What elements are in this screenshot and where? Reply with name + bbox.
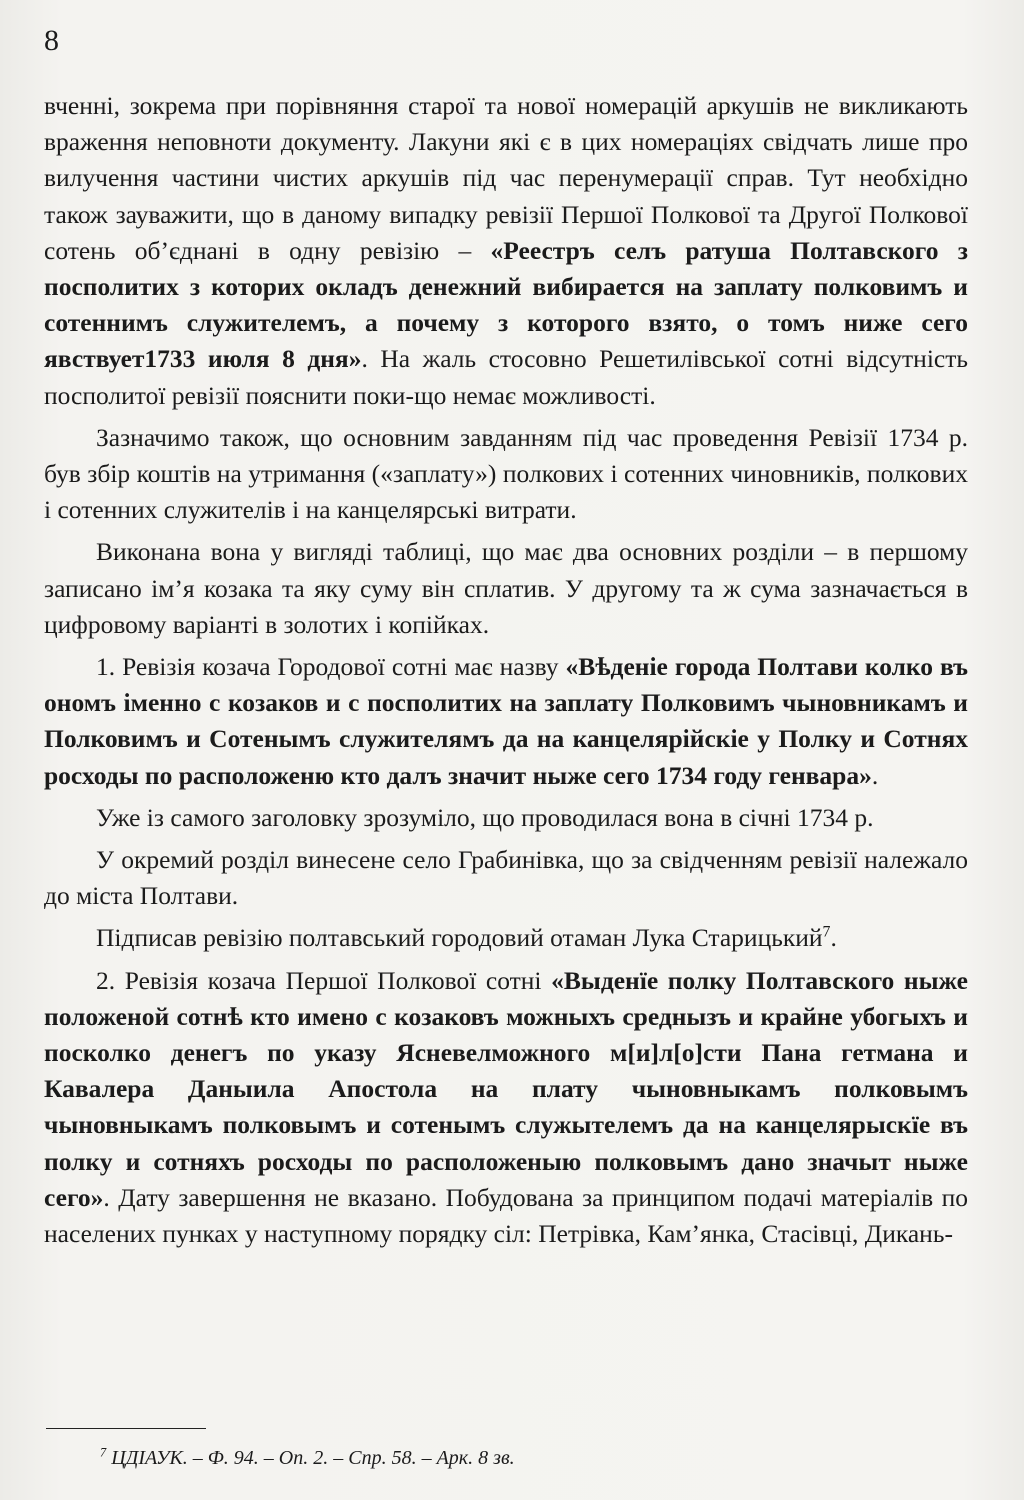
paragraph bbox=[44, 800, 968, 836]
paragraph-text: . На жаль стосовно Решетилівської сотні відсутність посполитої ревізії пояснити поки-що немає можливості. bbox=[44, 344, 968, 410]
body-text bbox=[44, 88, 968, 1258]
paragraph bbox=[44, 963, 968, 1253]
paragraph-text: вченні, зокрема при порівняння старої та нової номерацій аркушів не викликають враження неповноти документу. Лакуни які є в цих номераціях свідчать лише про вилучення частини чистих аркушів під час перенумерації справ. Тут необхідно також зауважити, що в даному випадку ревізії Першої Полкової та Другої Полкової сотень об’єднані в одну ревізію – bbox=[44, 91, 968, 265]
paragraph-text: 1. Ревізія козача Городової сотні має назву bbox=[96, 652, 566, 682]
paragraph-text: Уже із самого заголовку зрозуміло, що проводилася вона в січні 1734 р. bbox=[96, 802, 874, 832]
paragraph bbox=[44, 420, 968, 529]
paragraph-text: Зазначимо також, що основним завданням під час проведення Ревізії 1734 р. був збір коштів на утримання («заплату») полкових і сотенних чиновників, полкових і сотенних служителів і на канцелярські витрати. bbox=[44, 422, 968, 525]
document-title-quote: «Вѣденіе города Полтави колко въ ономъ іменно с козаков и с посполитих на заплату Полковимъ чыновникамъ и Полковимъ и Сотенымъ служителямъ да на канцелярійскіе у Полку и Сотнях росходы по расположеню кто далъ значит ныже сего 1734 году генвара» bbox=[44, 652, 968, 790]
paragraph-text: 2. Ревізія козача Першої Полкової сотні bbox=[96, 965, 552, 995]
paragraph bbox=[44, 920, 968, 956]
paragraph-text: . bbox=[830, 923, 837, 953]
page-number: 8 bbox=[44, 24, 59, 57]
paragraph bbox=[44, 842, 968, 914]
paragraph-text: Підписав ревізію полтавський городовий отаман Лука Старицький bbox=[96, 923, 823, 953]
paragraph-text: Виконана вона у вигляді таблиці, що має два основних розділи – в першому записано ім’я козака та яку суму він сплатив. У другому та ж сума зазначається в цифровому варіанті в золотих і копійках. bbox=[44, 537, 968, 639]
footnote-reference: 7 bbox=[822, 923, 831, 941]
paragraph-text: . Дату завершення не вказано. Побудована за принципом подачі матеріалів по населених пунках у наступному порядку сіл: Петрівка, Кам’янка, Стасівці, Дикань- bbox=[44, 1182, 968, 1249]
paragraph-text: У окремий розділ винесене село Грабинівка, що за свідченням ревізії належало до міста Полтави. bbox=[44, 845, 968, 911]
footnote-text: ЦДІАУК. – Ф. 94. – Оп. 2. – Спр. 58. – Арк. 8 зв. bbox=[111, 1447, 515, 1469]
footnote bbox=[100, 1446, 515, 1470]
paragraph bbox=[44, 534, 968, 643]
paragraph-text: . bbox=[871, 760, 879, 790]
document-title-quote: «Реестръ селъ ратуша Полтавского з посполитих з которих окладъ денежний вибирается на заплату полковимъ и сотеннимъ служителемъ, а почему з которого взято, о томъ ниже сего явствует1733 июля 8 дня» bbox=[44, 235, 968, 374]
footnote-divider bbox=[46, 1428, 206, 1429]
footnote-number: 7 bbox=[100, 1445, 107, 1460]
document-title-quote: «Выденїе полку Полтавского ныже положеной сотнѣ кто имено с козаковъ можныхъ среднызъ и крайне убогыхъ и посколко денегъ по указу Ясневелможного м[и]л[о]сти Пана гетмана и Кавалера Даныила Апостола на плату чыновныкамъ полковымъ чыновныкамъ полковымъ и сотенымъ служытелемъ да на канцелярыскїе въ полку и сотняхъ росходы по расположеныю полковымъ дано значыт ныже сего» bbox=[44, 965, 968, 1212]
paragraph bbox=[44, 649, 968, 794]
paragraph bbox=[44, 88, 968, 414]
